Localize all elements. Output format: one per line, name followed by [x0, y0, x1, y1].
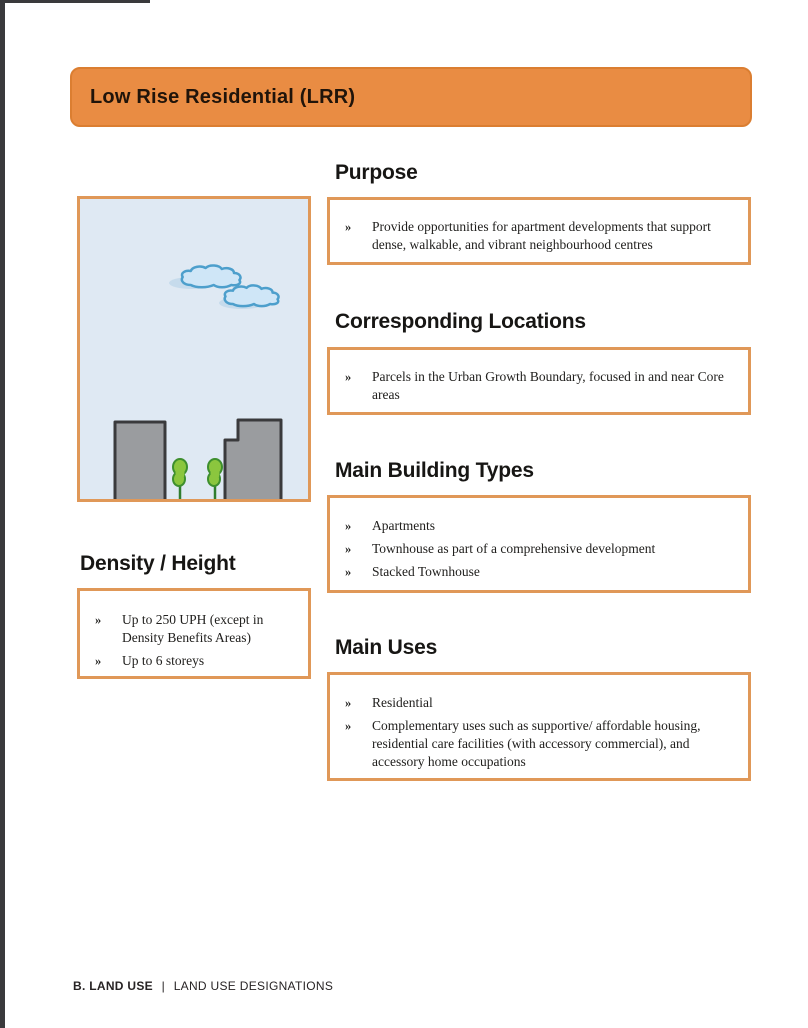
purpose-box	[327, 197, 751, 265]
bullet-glyph: »	[345, 718, 352, 733]
density-height-box	[77, 588, 311, 679]
banner-title: Low Rise Residential (LRR)	[90, 85, 356, 108]
list-item	[345, 368, 740, 404]
list-item	[345, 694, 740, 712]
list-item-text: Townhouse as part of a comprehensive development	[372, 540, 656, 556]
bullet-glyph: »	[345, 519, 352, 533]
bullet-glyph: »	[345, 564, 352, 579]
list-item	[345, 563, 740, 581]
list-item-text: Provide opportunities for apartment developments that support dense, walkable, and vibrant neighbourhood centres	[372, 219, 711, 252]
list-item	[345, 218, 740, 254]
section-banner	[70, 67, 752, 127]
page-scan-edge-left	[0, 0, 5, 1028]
heading-density-height: Density / Height	[80, 552, 236, 575]
footer-section: B. LAND USE	[73, 979, 153, 993]
page-footer	[73, 979, 333, 993]
list-item-text: Complementary uses such as supportive/ affordable housing, residential care facilities (with accessory commercial), and accessory home occupations	[372, 717, 701, 769]
bullet-glyph: »	[95, 613, 102, 627]
list-item	[345, 717, 740, 771]
main-uses-box	[327, 672, 751, 781]
page-scan-edge-top	[0, 0, 150, 3]
list-item-text: Stacked Townhouse	[372, 563, 480, 579]
list-item	[95, 611, 302, 647]
main-building-types-box	[327, 495, 751, 593]
heading-purpose: Purpose	[335, 161, 418, 184]
city-sketch-svg	[80, 199, 308, 499]
bullet-glyph: »	[95, 653, 102, 668]
list-item-text: Up to 250 UPH (except in Density Benefits Areas)	[122, 612, 264, 645]
footer-separator: |	[161, 979, 166, 993]
list-item	[95, 652, 302, 670]
bullet-glyph: »	[345, 220, 352, 234]
list-item-text: Parcels in the Urban Growth Boundary, focused in and near Core areas	[372, 369, 724, 402]
list-item	[345, 517, 740, 535]
low-rise-illustration	[77, 196, 311, 502]
heading-corresponding-locations: Corresponding Locations	[335, 310, 586, 333]
building-icon	[115, 422, 165, 499]
list-item-text: Residential	[372, 695, 433, 710]
cloud-icon	[225, 285, 279, 306]
heading-main-building-types: Main Building Types	[335, 459, 534, 482]
footer-subsection: LAND USE DESIGNATIONS	[173, 979, 334, 993]
bullet-glyph: »	[345, 541, 352, 556]
heading-main-uses: Main Uses	[335, 636, 438, 659]
list-item-text: Up to 6 storeys	[122, 652, 205, 668]
corresponding-locations-box	[327, 347, 751, 415]
list-item	[345, 540, 740, 558]
bullet-glyph: »	[345, 370, 352, 384]
bullet-glyph: »	[345, 696, 352, 710]
list-item-text: Apartments	[372, 518, 435, 533]
